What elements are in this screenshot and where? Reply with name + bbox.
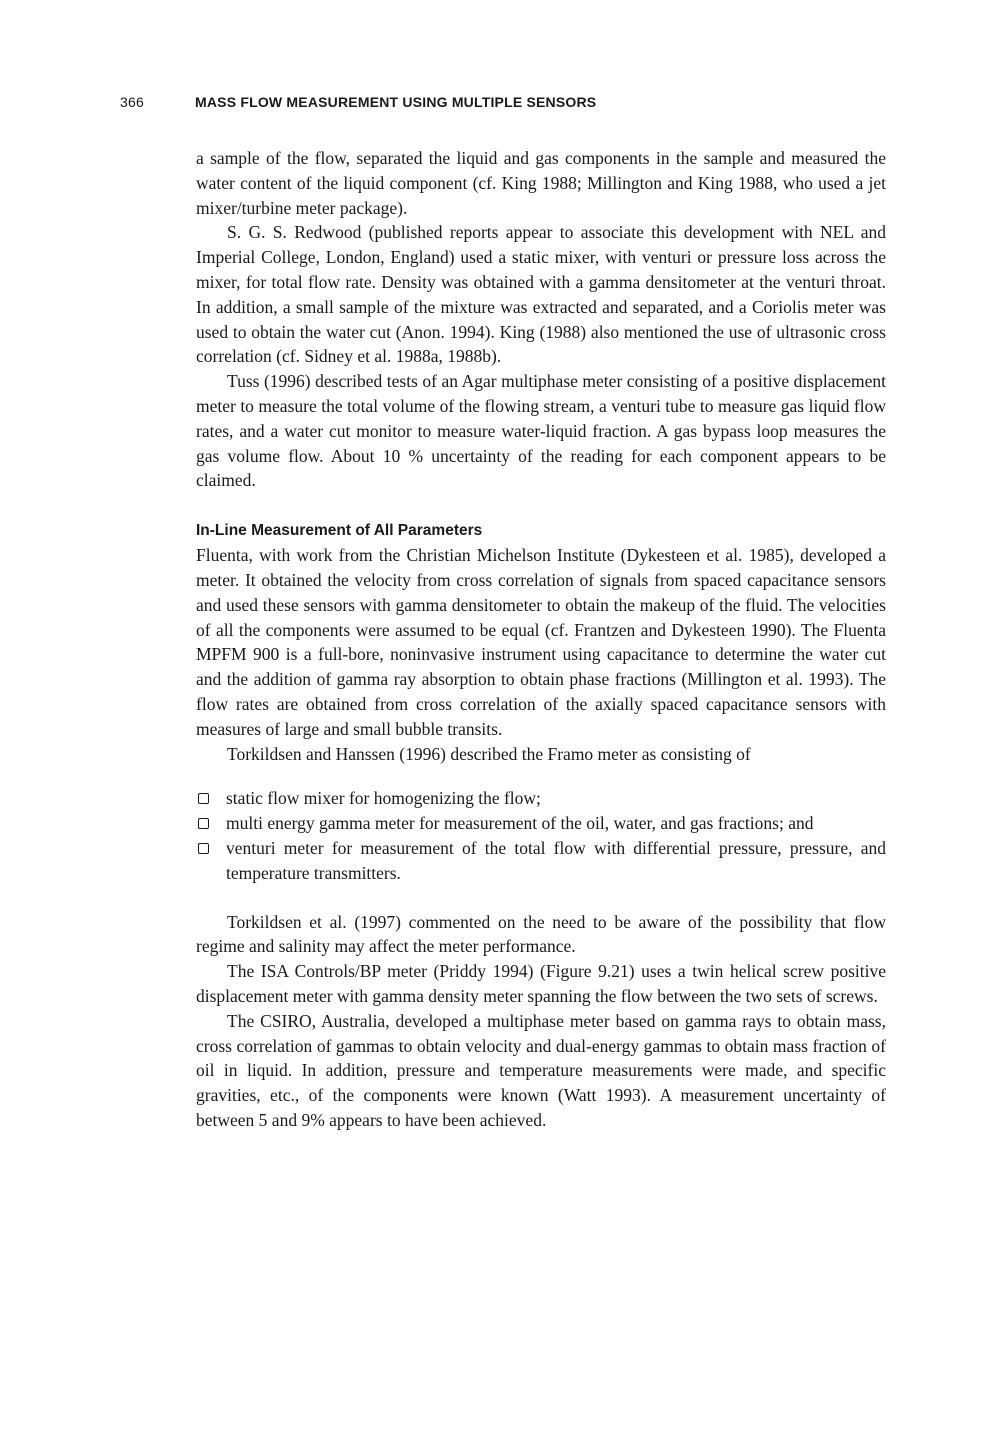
framo-component-list xyxy=(196,786,886,885)
paragraph-redwood: S. G. S. Redwood (published reports appear to associate this development with NEL and Imperial College, London, England) used a static mixer, with venturi or pressure loss across the mixer, for total flow rate. Density was obtained with a gamma densitometer at the venturi throat. In addition, a small sample of the mixture was extracted and separated, and a Coriolis meter was used to obtain the water cut (Anon. 1994). King (1988) also mentioned the use of ultrasonic cross correlation (cf. Sidney et al. 1988a, 1988b). xyxy=(196,222,886,367)
paragraph-framo-intro: Torkildsen and Hanssen (1996) described the Framo meter as consisting of xyxy=(227,743,751,764)
section-heading: In-Line Measurement of All Parameters xyxy=(196,522,483,540)
list-item xyxy=(196,786,886,811)
paragraph-csiro: The CSIRO, Australia, developed a multiphase meter based on gamma rays to obtain mass, cross correlation of gammas to obtain velocity and dual-energy gammas to obtain mass fraction of oil in liquid. In addition, pressure and temperature measurements were made, and specific gravities, etc., of the components were known (Watt 1993). A measurement uncertainty of between 5 and 9% appears to have been achieved. xyxy=(196,1010,886,1130)
checkbox-bullet-icon xyxy=(198,843,209,854)
paragraph-fluenta: Fluenta, with work from the Christian Michelson Institute (Dykesteen et al. 1985), developed a meter. It obtained the velocity from cross correlation of signals from spaced capacitance sensors and used these sensors with gamma densitometer to obtain the makeup of the fluid. The velocities of all the components were assumed to be equal (cf. Frantzen and Dykesteen 1990). The Fluenta MPFM 900 is a full-bore, noninvasive instrument using capacitance to determine the water cut and the addition of gamma ray absorption to obtain phase fractions (Millington et al. 1993). The flow rates are obtained from cross correlation of the axially spaced capacitance sensors with measures of large and small bubble transits. xyxy=(196,545,886,739)
list-item-text: static flow mixer for homogenizing the flow; xyxy=(226,788,541,809)
paragraph-tuss: Tuss (1996) described tests of an Agar multiphase meter consisting of a positive displacement meter to measure the total volume of the flowing stream, a venturi tube to measure gas liquid flow rates, and a water cut monitor to measure water-liquid fraction. A gas bypass loop measures the gas volume flow. About 10 % uncertainty of the reading for each component appears to be claimed. xyxy=(196,371,886,491)
page-body xyxy=(196,146,886,1133)
list-item xyxy=(196,836,886,886)
paragraph-continuation: a sample of the flow, separated the liquid and gas components in the sample and measured the water content of the liquid component (cf. King 1988; Millington and King 1988, who used a jet mixer/turbine meter package). xyxy=(196,148,886,218)
page-number: 366 xyxy=(120,94,144,110)
paragraph-isa-controls: The ISA Controls/BP meter (Priddy 1994) (Figure 9.21) uses a twin helical screw positive displacement meter with gamma density meter spanning the flow between the two sets of screws. xyxy=(196,961,886,1006)
list-item xyxy=(196,811,886,836)
paragraph-torkildsen: Torkildsen et al. (1997) commented on the need to be aware of the possibility that flow regime and salinity may affect the meter performance. xyxy=(196,911,886,957)
list-item-text: venturi meter for measurement of the total flow with differential pressure, pressure, and temperature transmitters. xyxy=(226,837,886,883)
checkbox-bullet-icon xyxy=(198,793,209,804)
running-title: MASS FLOW MEASUREMENT USING MULTIPLE SENSORS xyxy=(195,94,597,110)
list-item-text: multi energy gamma meter for measurement of the oil, water, and gas fractions; and xyxy=(226,813,814,834)
checkbox-bullet-icon xyxy=(198,818,209,829)
